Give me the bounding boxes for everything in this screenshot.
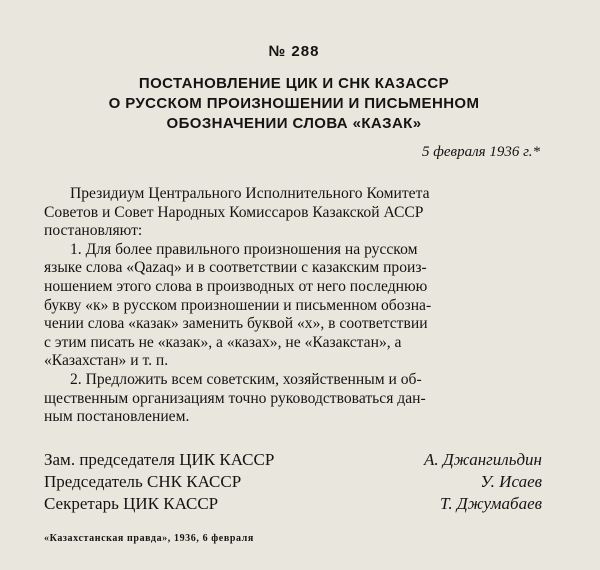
text-line: букву «к» в русском произношении и письменном обозна- bbox=[44, 296, 432, 314]
document-body bbox=[44, 185, 544, 427]
text-line: ношением этого слова в производных от него последнюю bbox=[44, 277, 428, 295]
text-line: чении слова «казак» заменить буквой «х», в соответствии bbox=[44, 315, 428, 333]
signatory-role: Председатель СНК КАССР bbox=[44, 471, 242, 491]
document-date: 5 февраля 1936 г.* bbox=[422, 144, 540, 160]
signature-row bbox=[44, 471, 544, 493]
document-title bbox=[44, 74, 544, 134]
signature-row bbox=[44, 493, 544, 515]
signatory-name: А. Джангильдин bbox=[423, 449, 542, 469]
title-line: О РУССКОМ ПРОИЗНОШЕНИИ И ПИСЬМЕННОМ bbox=[108, 95, 480, 112]
signature-row bbox=[44, 449, 544, 471]
signatory-role: Секретарь ЦИК КАССР bbox=[44, 493, 219, 513]
paragraph-2 bbox=[44, 371, 544, 427]
text-line: 2. Предложить всем советским, хозяйственным и об- bbox=[70, 370, 422, 388]
text-line: постановляют: bbox=[44, 222, 143, 240]
signatory-name: У. Исаев bbox=[480, 471, 542, 491]
title-line: ОБОЗНАЧЕНИИ СЛОВА «КАЗАК» bbox=[166, 115, 422, 132]
paragraph-1 bbox=[44, 241, 544, 371]
intro-paragraph bbox=[44, 185, 544, 241]
text-line: с этим писать не «казак», а «казах», не «Казакстан», а bbox=[44, 333, 402, 351]
text-line: языке слова «Qazaq» и в соответствии с казакским произ- bbox=[44, 259, 427, 277]
signatory-role: Зам. председателя ЦИК КАССР bbox=[44, 449, 275, 469]
text-line: ным постановлением. bbox=[44, 408, 190, 426]
title-line: ПОСТАНОВЛЕНИЕ ЦИК И СНК КАЗАССР bbox=[138, 75, 450, 92]
document-number: № 288 bbox=[268, 43, 320, 60]
text-line: Советов и Совет Народных Комиссаров Казакской АССР bbox=[44, 203, 424, 221]
text-line: щественным организациям точно руководствоваться дан- bbox=[44, 389, 426, 407]
text-line: «Казахстан» и т. п. bbox=[44, 352, 169, 370]
text-line: 1. Для более правильного произношения на русском bbox=[70, 240, 418, 258]
text-line: Президиум Центрального Исполнительного Комитета bbox=[70, 185, 430, 202]
signature-block bbox=[44, 449, 544, 515]
signatory-name: Т. Джумабаев bbox=[440, 493, 542, 513]
source-citation: «Казахстанская правда», 1936, 6 февраля bbox=[44, 533, 254, 544]
